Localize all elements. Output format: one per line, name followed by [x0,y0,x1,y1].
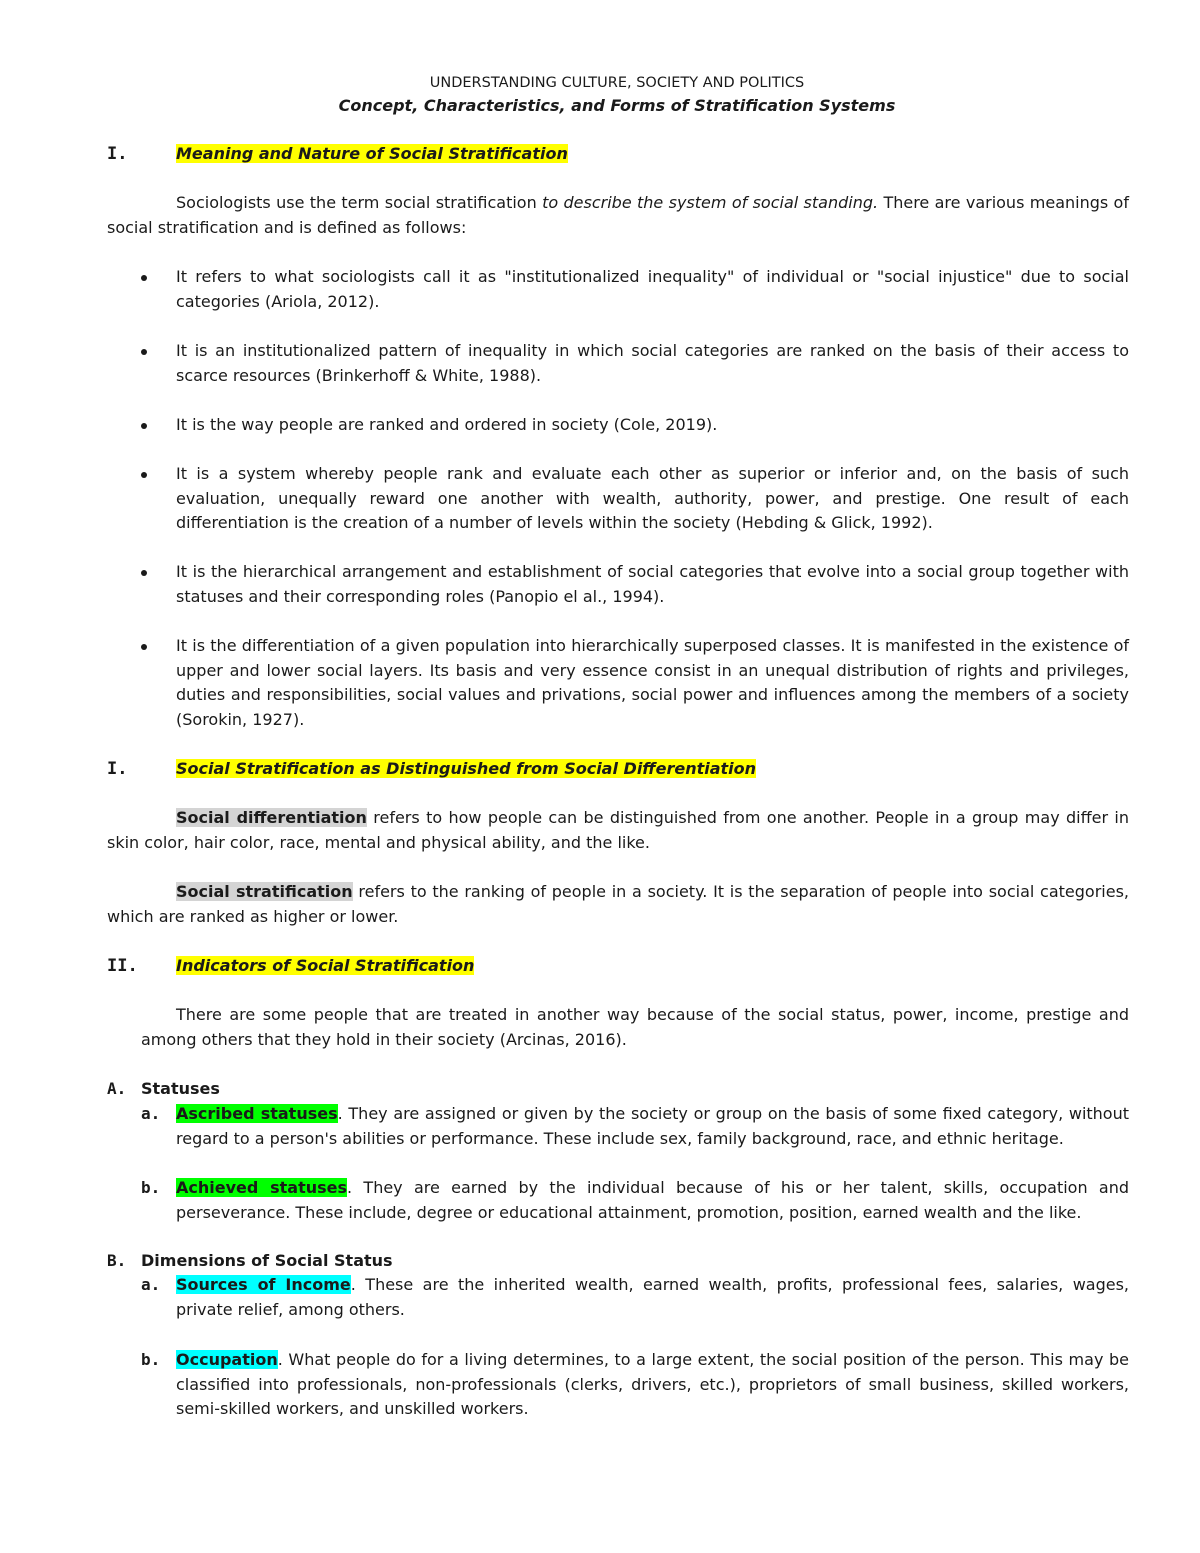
social-differentiation-paragraph: Social differentiation refers to how people can be distinguished from one another. People in a group may differ in skin color, hair color, race, mental and physical ability, and the like. [107,808,1129,852]
part-a-letter: A. [107,1079,127,1098]
section-1-intro: Sociologists use the term social stratification to describe the system of social standing. There are various meanings of social stratification and is defined as follows: [107,193,1129,237]
social-stratification-paragraph: Social stratification refers to the ranking of people in a society. It is the separation of people into social categories, which are ranked as higher or lower. [107,882,1130,926]
item-label: b. [141,1178,161,1197]
bullet-dot [140,569,148,577]
list-item: It refers to what sociologists call it as "institutionalized inequality" of individual or "social injustice" due to social categories (Ariola, 2012). [176,267,1129,311]
bullet-dot [140,643,148,651]
section-3-intro: There are some people that are treated in another way because of the social status, power, income, prestige and among others that they hold in their society (Arcinas, 2016). [141,1005,1129,1049]
list-item: It is the differentiation of a given population into hierarchically superposed classes. It is manifested in the existence of upper and lower social layers. Its basis and very essence consist in an unequal distribution of rights and privileges, duties and responsibilities, social values and privations, social power and influences among the members of a society (Sorokin, 1927). [176,636,1129,729]
part-b-title: Dimensions of Social Status [141,1251,393,1270]
part-b-letter: B. [107,1251,127,1270]
document-title: Concept, Characteristics, and Forms of Stratification Systems [338,96,896,115]
list-item: It is a system whereby people rank and evaluate each other as superior or inferior and, on the basis of such evaluation, unequally reward one another with wealth, authority, power, and prestige. One result of each differentiation is the creation of a number of levels within the society (Hebding & Glick, 1992). [176,464,1129,532]
section-2-numeral: I. [107,759,128,779]
section-3-heading: Indicators of Social Stratification [176,956,475,975]
item-label: a. [141,1104,161,1123]
section-3-numeral: II. [107,956,138,976]
course-title: UNDERSTANDING CULTURE, SOCIETY AND POLITICS [429,75,805,91]
sources-of-income-item: Sources of Income. These are the inherited wealth, earned wealth, profits, professional fees, salaries, wages, private relief, among others. [176,1275,1130,1319]
bullet-dot [140,471,148,479]
section-2-heading: Social Stratification as Distinguished from Social Differentiation [176,759,757,778]
bullet-dot [140,422,148,430]
part-a-title: Statuses [141,1079,220,1098]
bullet-dot [140,274,148,282]
item-label: b. [141,1350,161,1369]
achieved-statuses-item: Achieved statuses. They are earned by the individual because of his or her talent, skills, occupation and perseverance. These include, degree or educational attainment, promotion, position, earned wealth and the like. [176,1178,1130,1222]
ascribed-statuses-item: Ascribed statuses. They are assigned or given by the society or group on the basis of some fixed category, without regard to a person's abilities or performance. These include sex, family background, race, and ethnic heritage. [176,1104,1130,1148]
list-item: It is the hierarchical arrangement and establishment of social categories that evolve into a social group together with statuses and their corresponding roles (Panopio el al., 1994). [176,562,1129,606]
item-label: a. [141,1275,161,1294]
list-item: It is an institutionalized pattern of inequality in which social categories are ranked on the basis of their access to scarce resources (Brinkerhoff & White, 1988). [176,341,1129,385]
section-1-numeral: I. [107,144,128,164]
bullet-dot [140,348,148,356]
list-item: It is the way people are ranked and ordered in society (Cole, 2019). [176,415,718,434]
section-1-heading: Meaning and Nature of Social Stratification [176,144,568,163]
occupation-item: Occupation. What people do for a living determines, to a large extent, the social position of the person. This may be classified into professionals, non-professionals (clerks, drivers, etc.), proprietors of small business, skilled workers, semi-skilled workers, and unskilled workers. [176,1350,1129,1418]
